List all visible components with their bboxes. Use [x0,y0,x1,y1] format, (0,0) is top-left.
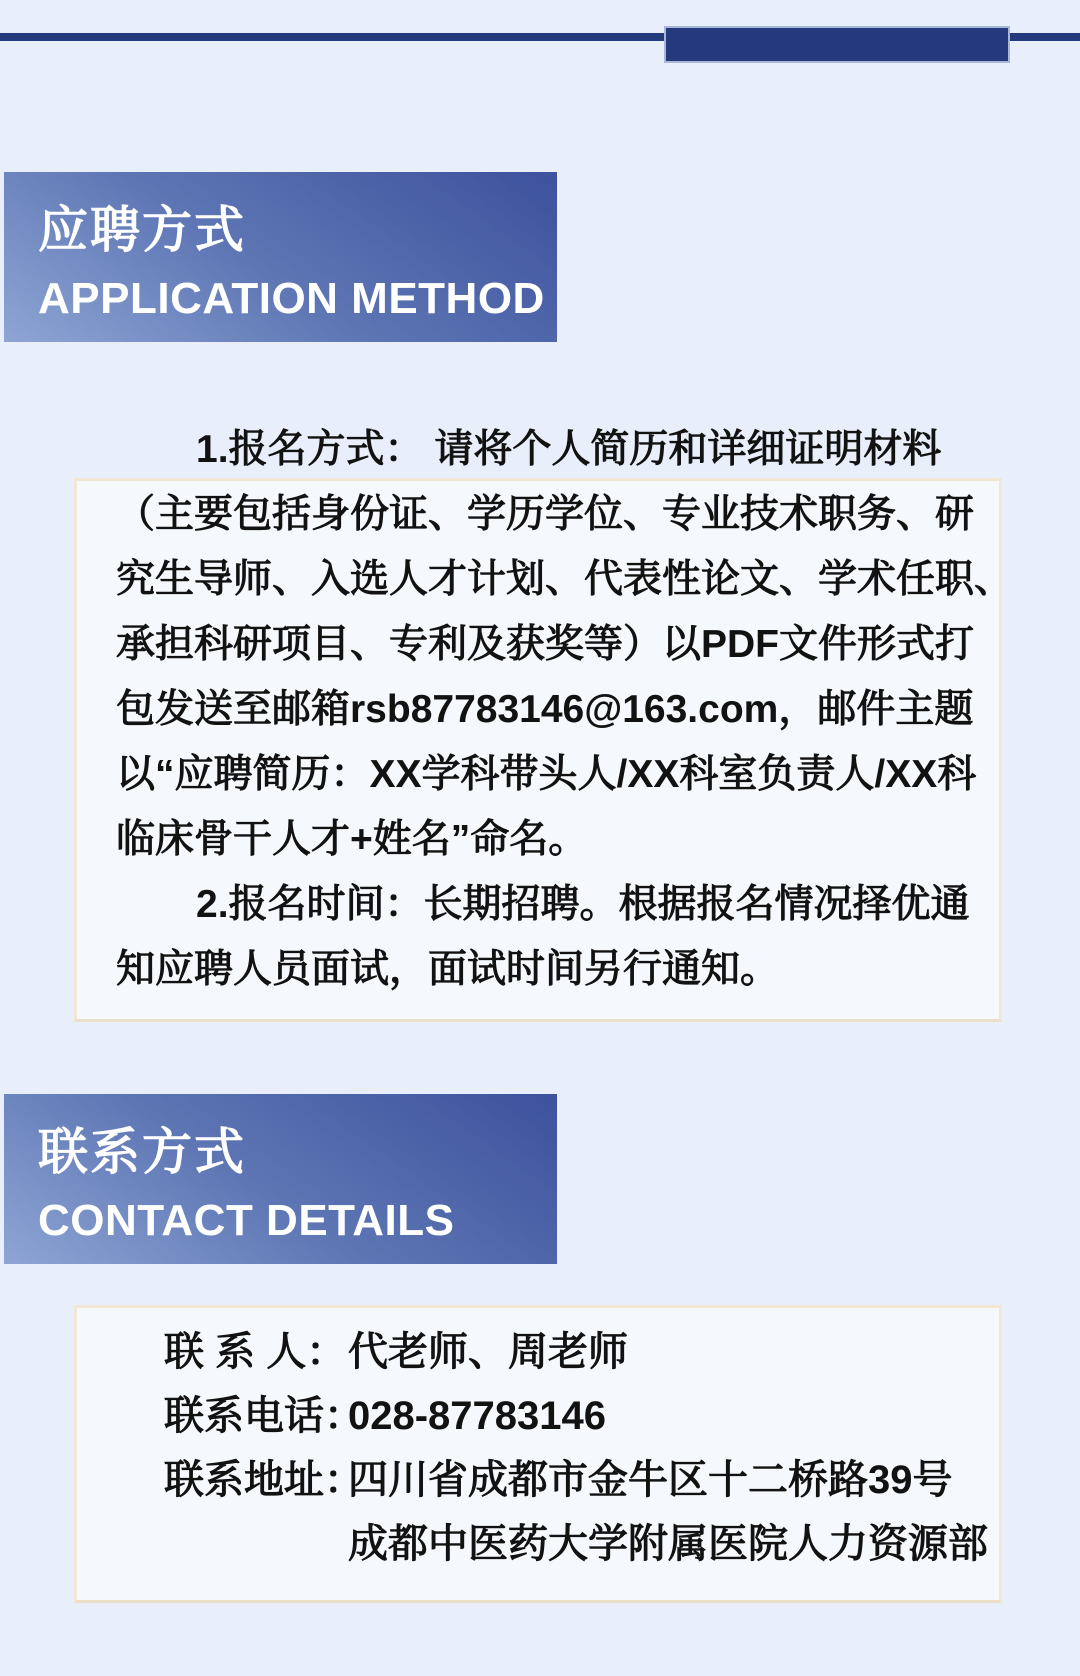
application-method-title-zh: 应聘方式 [38,202,246,258]
application-text-line: 2.报名时间：长期招聘。根据报名情况择优通 [196,883,970,926]
contact-details-header [4,1094,557,1264]
application-text-line: 知应聘人员面试，面试时间另行通知。 [116,948,780,991]
contact-person-label: 联 系 人： [164,1330,347,1374]
contact-address-label: 联系地址： [164,1458,364,1502]
application-method-header [4,172,557,342]
application-text-line: 究生导师、入选人才计划、代表性论文、学术任职、 [116,558,1014,601]
application-text-line: 以“应聘简历：XX学科带头人/XX科室负责人/XX科 [116,753,977,796]
application-method-title-en: APPLICATION METHOD [38,274,545,323]
contact-address-row-2 [164,1512,1004,1576]
application-instructions [116,417,1014,1002]
contact-phone-label: 联系电话： [164,1394,364,1438]
contact-address-row [164,1448,1004,1512]
contact-info [164,1320,1004,1576]
contact-details-title-en: CONTACT DETAILS [38,1196,455,1245]
application-text-line: 包发送至邮箱rsb87783146@163.com，邮件主题 [116,688,974,731]
application-text-line: 临床骨干人才+姓名”命名。 [116,818,588,861]
contact-details-title-zh: 联系方式 [38,1124,246,1180]
contact-person-row [164,1320,1004,1384]
contact-person-value: 代老师、周老师 [348,1330,628,1374]
contact-phone-row [164,1384,1004,1448]
top-divider-block [664,26,1010,63]
application-text-line: 承担科研项目、专利及获奖等）以PDF文件形式打 [116,623,975,666]
application-text-line: 1.报名方式： 请将个人简历和详细证明材料 [196,428,942,471]
application-text-line: （主要包括身份证、学历学位、专业技术职务、研 [116,493,975,536]
contact-address-value-2: 成都中医药大学附属医院人力资源部 [348,1522,988,1566]
contact-address-value: 四川省成都市金牛区十二桥路39号 [348,1458,953,1502]
contact-phone-value: 028-87783146 [348,1394,607,1438]
